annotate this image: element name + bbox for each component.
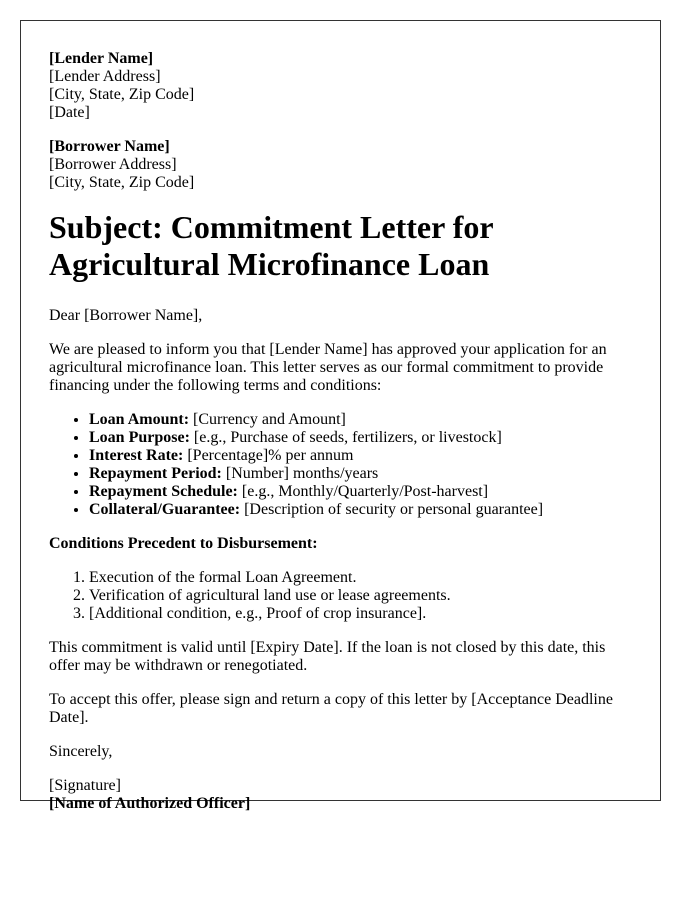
borrower-city-state-zip: [City, State, Zip Code] [49, 174, 195, 191]
borrower-name: [Borrower Name] [49, 138, 170, 155]
term-value: [Currency and Amount] [189, 411, 346, 428]
signature-line: [Signature] [49, 777, 121, 794]
term-item [89, 411, 634, 429]
terms-list [49, 411, 634, 519]
term-label: Interest Rate: [89, 447, 184, 464]
closing: Sincerely, [49, 743, 113, 760]
letter-body [49, 50, 634, 829]
validity-paragraph: This commitment is valid until [Expiry Date]. If the loan is not closed by this date, this offer may be withdrawn or renegotiated. [49, 639, 606, 674]
term-item [89, 447, 634, 465]
borrower-address: [Borrower Address] [49, 156, 177, 173]
term-value: [e.g., Purchase of seeds, fertilizers, or livestock] [189, 429, 502, 446]
condition-item: 2. Verification of agricultural land use or lease agreements. [89, 587, 634, 605]
lender-block [49, 50, 634, 122]
conditions-list [49, 569, 634, 623]
lender-city-state-zip: [City, State, Zip Code] [49, 86, 195, 103]
conditions-heading: Conditions Precedent to Disbursement: [49, 535, 318, 552]
condition-item: 3. [Additional condition, e.g., Proof of crop insurance]. [89, 605, 634, 623]
borrower-block [49, 138, 634, 192]
term-label: Repayment Schedule: [89, 483, 238, 500]
term-value: [Number] months/years [221, 465, 379, 482]
lender-address: [Lender Address] [49, 68, 161, 85]
term-item [89, 501, 634, 519]
salutation: Dear [Borrower Name], [49, 307, 203, 324]
officer-name: [Name of Authorized Officer] [49, 795, 251, 812]
term-value: [Percentage]% per annum [183, 447, 354, 464]
letter-date: [Date] [49, 104, 90, 121]
signature-block [49, 777, 634, 813]
term-item [89, 465, 634, 483]
term-item [89, 483, 634, 501]
letter-page [20, 20, 661, 812]
term-label: Loan Amount: [89, 411, 190, 428]
subject-heading: Subject: Commitment Letter for Agricultural Microfinance Loan [49, 209, 494, 282]
term-label: Repayment Period: [89, 465, 222, 482]
intro-paragraph: We are pleased to inform you that [Lender Name] has approved your application for an agricultural microfinance loan. This letter serves as our formal commitment to provide financing under the following terms and conditions: [49, 341, 607, 394]
term-label: Collateral/Guarantee: [89, 501, 241, 518]
term-value: [e.g., Monthly/Quarterly/Post-harvest] [237, 483, 489, 500]
term-item [89, 429, 634, 447]
term-label: Loan Purpose: [89, 429, 190, 446]
term-value: [Description of security or personal guarantee] [240, 501, 544, 518]
acceptance-paragraph: To accept this offer, please sign and return a copy of this letter by [Acceptance Deadline Date]. [49, 691, 613, 726]
lender-name: [Lender Name] [49, 50, 154, 67]
condition-item: 1. Execution of the formal Loan Agreement. [89, 569, 634, 587]
